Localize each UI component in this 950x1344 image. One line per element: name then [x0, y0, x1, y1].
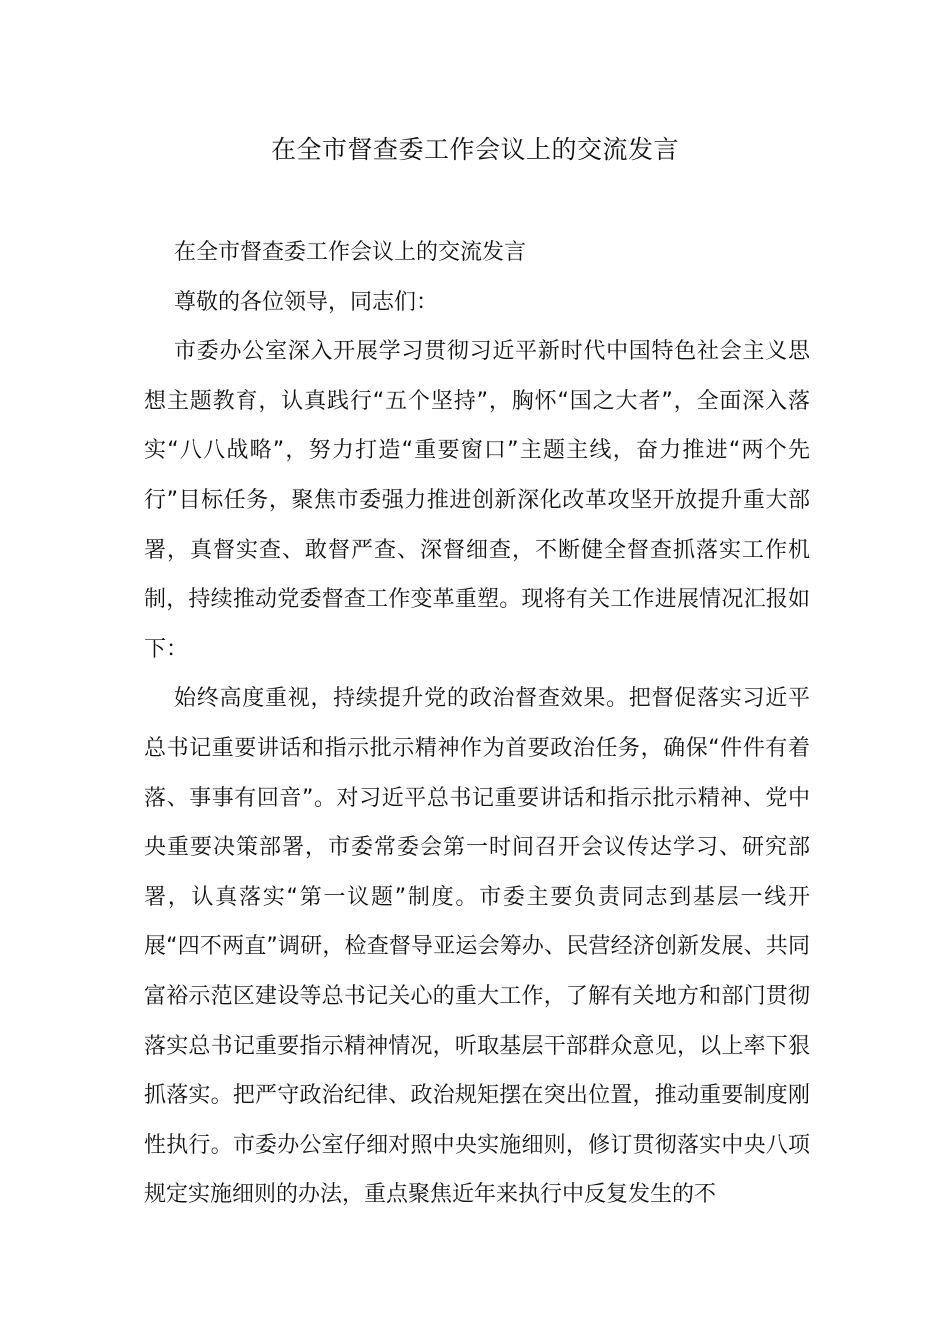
paragraph-section-one: 始终高度重视，持续提升党的政治督查效果。把督促落实习近平总书记重要讲话和指示批示精神作为首要政治任务，确保“件件有着落、事事有回音”。对习近平总书记重要讲话和指示批示精神、党中央重要决策部署，市委常委会第一时间召开会议传达学习、研究部署，认真落实“第一议题”制度。市委主要负责同志到基层一线开展“四不两直”调研，检查督导亚运会筹办、民营经济创新发展、共同富裕示范区建设等总书记关心的重大工作，了解有关地方和部门贯彻落实总书记重要指示精神情况，听取基层干部群众意见，以上率下狠抓落实。把严守政治纪律、政治规矩摆在突出位置，推动重要制度刚性执行。市委办公室仔细对照中央实施细则，修订贯彻落实中央八项规定实施细则的办法，重点聚焦近年来执行中反复发生的不	[144, 686, 810, 1208]
paragraph-salutation: 尊敬的各位领导，同志们：	[174, 289, 439, 315]
paragraph-intro: 市委办公室深入开展学习贯彻习近平新时代中国特色社会主义思想主题教育，认真践行“五个坚持”，胸怀“国之大者”，全面深入落实“八八战略”，努力打造“重要窗口”主题主线，奋力推进“两个先行”目标任务，聚焦市委强力推进创新深化改革攻坚开放提升重大部署，真督实查、敢督严查、深督细查，不断健全督查抓落实工作机制，持续推动党委督查工作变革重塑。现将有关工作进展情况汇报如下：	[144, 339, 810, 662]
document-body	[144, 228, 810, 1220]
paragraph-subtitle: 在全市督查委工作会议上的交流发言	[174, 240, 527, 265]
document-title: 在全市督查委工作会议上的交流发言	[270, 135, 679, 164]
